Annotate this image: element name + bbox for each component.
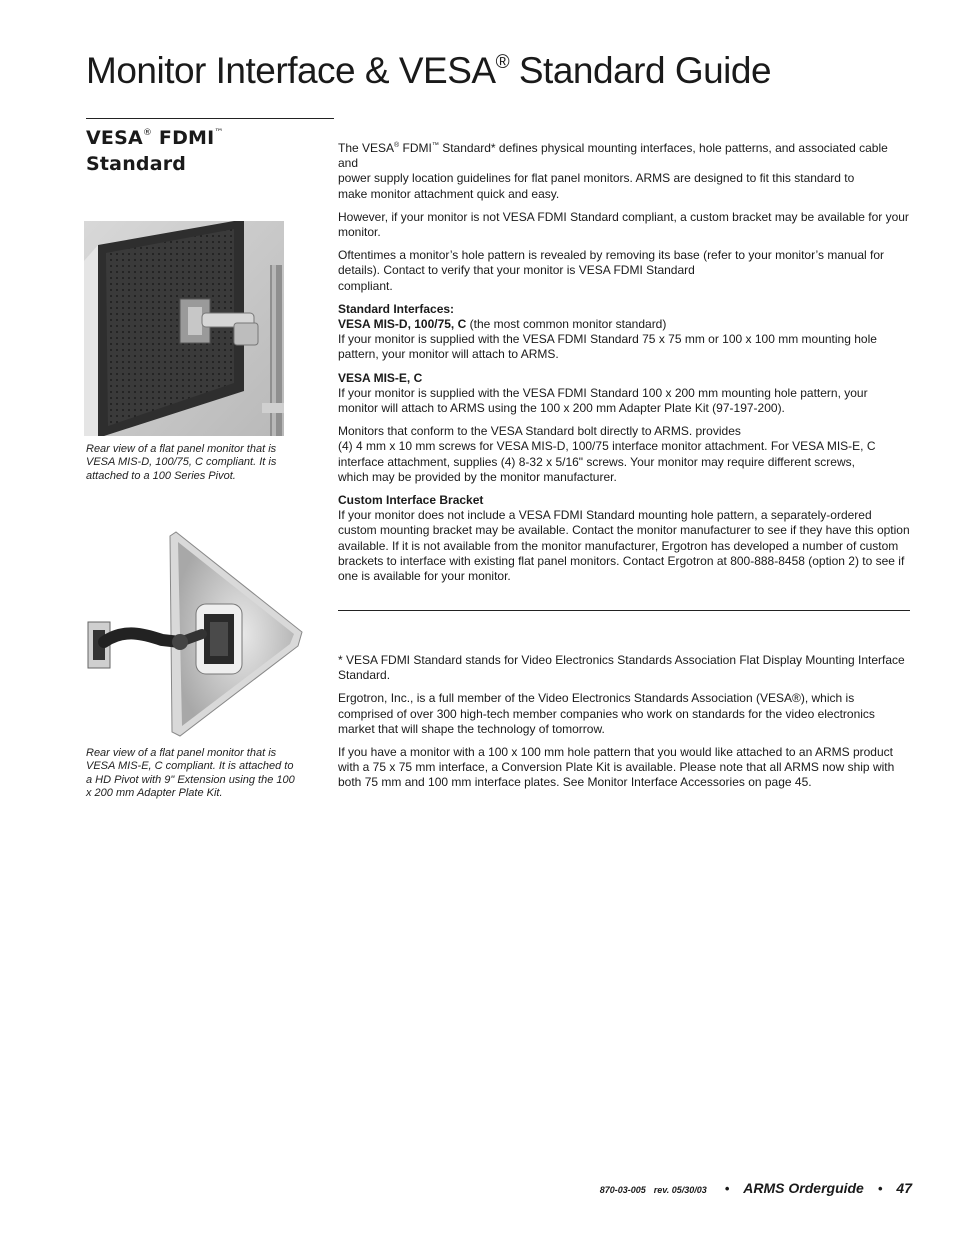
monitor-rear-photo (84, 221, 284, 436)
paragraph: The VESA® FDMI™ Standard* defines physical mounting interfaces, hole patterns, and associated cable and power supply location guidelines for flat panel monitors. ARMS are designed to fit this standard to make monitor attachment quick and easy. (338, 141, 888, 201)
intro-text (338, 138, 910, 592)
footnote: * VESA FDMI Standard stands for Video Electronics Standards Association Flat Display Mounting Interface Standard. (338, 653, 905, 683)
page-title: Monitor Interface & VESA® Standard Guide (86, 50, 772, 91)
footnote: If you have a monitor with a 100 x 100 mm hole pattern that you would like attached to an ARMS product with a 75 x 75 mm interface, a Conversion Plate Kit is available. Please note that all ARMS now ship with both 75 mm and 100 mm interface plates. See Monitor Interface Accessories on page 45. (338, 745, 895, 790)
bullet: • (877, 1181, 883, 1196)
paragraph: Oftentimes a monitor’s hole pattern is revealed by removing its base (refer to your monitor’s manual for details). Contact to verify that your monitor is VESA FDMI Standard compliant. (338, 248, 885, 293)
guide-name: ARMS Orderguide (743, 1180, 864, 1196)
paragraph: However, if your monitor is not VESA FDMI Standard compliant, a custom bracket may be available for your monitor. (338, 209, 909, 240)
section-title: VESA® FDMI™ Standard (86, 127, 224, 175)
custom-bracket-section: Custom Interface Bracket If your monitor does not include a VESA FDMI Standard mounting hole pattern, a separately-ordered custom mounting bracket may be available. Contact the monitor manufacturer to see if they have this option available. If it is not available from the monitor manufacturer, Ergotron has developed a number of custom brackets to interface with existing flat panel monitors. Contact Ergotron at 800-888-8458 (option 2) to see if one is available for your monitor. (338, 493, 910, 584)
revision: rev. 05/30/03 (653, 1185, 707, 1195)
footnotes (338, 653, 910, 799)
monitor-arm-photo (84, 530, 304, 740)
footnote-divider (338, 610, 910, 611)
page-number: 47 (896, 1180, 912, 1196)
paragraph: Monitors that conform to the VESA Standard bolt directly to ARMS. provides (4) 4 mm x 10 mm screws for VESA MIS-D, 100/75 interface monitor attachment. For VESA MIS-E, C interface attachment, supplies (4) 8-32 x 5/16" screws. Your monitor may require different screws, which may be provided by the monitor manufacturer. (338, 424, 876, 484)
section-divider (86, 118, 334, 119)
photo-caption: Rear view of a flat panel monitor that is VESA MIS-E, C compliant. It is attached to a HD Pivot with 9" Extension using the 100 x 200 mm Adapter Plate Kit. (86, 747, 295, 799)
footnote: Ergotron, Inc., is a full member of the Video Electronics Standards Association (VESA®), which is comprised of over 300 high-tech member companies who work on standards for the video electronics market that will shape the technology of tomorrow. (338, 691, 875, 736)
mis-e-section: VESA MIS-E, C If your monitor is supplied with the VESA FDMI Standard 100 x 200 mm mounting hole pattern, your monitor will attach to ARMS using the 100 x 200 mm Adapter Plate Kit (97-197-200). (338, 370, 868, 416)
doc-code: 870-03-005 (599, 1185, 646, 1195)
standard-interfaces: Standard Interfaces: VESA MIS-D, 100/75, C (the most common monitor standard) If your monitor is supplied with the VESA FDMI Standard 75 x 75 mm or 100 x 100 mm mounting hole pattern, your monitor will attach to ARMS. (338, 301, 877, 362)
page-footer (600, 1180, 912, 1196)
photo-caption: Rear view of a flat panel monitor that is VESA MIS-D, 100/75, C compliant. It is attached to a 100 Series Pivot. (86, 443, 277, 482)
bullet: • (724, 1181, 730, 1196)
